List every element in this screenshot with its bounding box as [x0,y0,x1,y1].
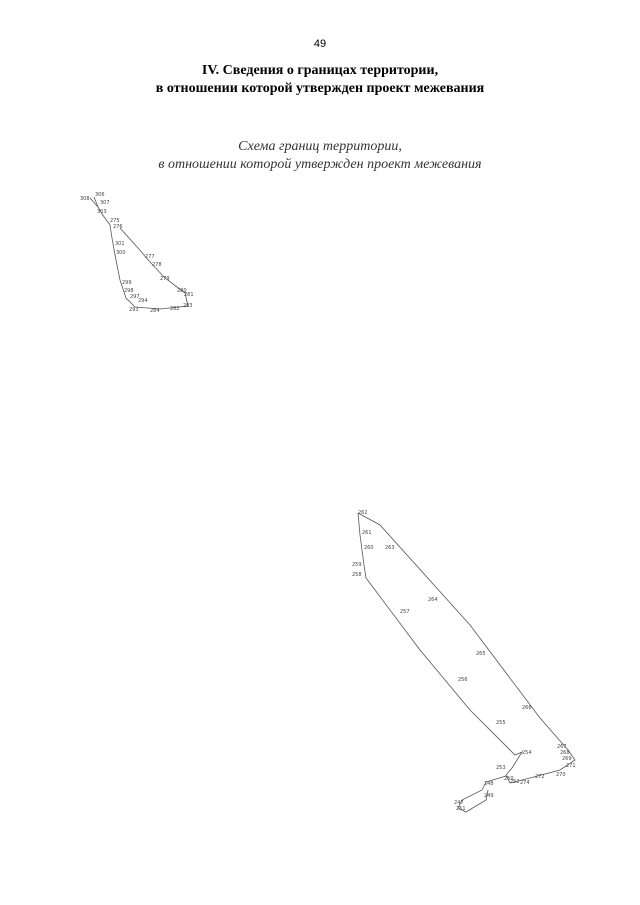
boundary-outline-lower [358,513,575,783]
point-label: 251 [456,806,466,812]
point-label: 270 [556,772,566,778]
point-label: 293 [129,307,139,313]
point-label: 281 [184,292,194,298]
point-label: 248 [484,781,494,787]
point-label: 265 [476,651,486,657]
point-label: 260 [364,545,374,551]
point-label: 278 [152,262,162,268]
point-label: 256 [458,677,468,683]
point-label: 268 [560,750,570,756]
point-label: 303 [97,209,107,215]
point-label: 277 [145,254,155,260]
point-label: 264 [428,597,438,603]
point-label: 269 [562,756,572,762]
point-label: 253 [496,765,506,771]
point-label: 261 [362,530,372,536]
point-label: 274 [520,780,530,786]
point-label: 275 [110,218,120,224]
scheme-title-line-2: в отношении которой утвержден проект межевания [158,157,482,172]
point-label: 255 [496,720,506,726]
point-label: 306 [95,192,105,198]
point-label: 308 [80,196,90,202]
point-label: 266 [522,705,532,711]
point-label: 250 [504,776,514,782]
point-label: 267 [557,744,567,750]
point-label: 258 [352,572,362,578]
point-label: 294 [138,298,148,304]
point-label: 257 [400,609,410,615]
point-label: 262 [358,510,368,516]
point-label: 279 [160,276,170,282]
point-label: 252 [510,779,520,785]
point-label: 282 [170,306,180,312]
point-label: 280 [177,288,187,294]
point-label: 259 [352,562,362,568]
section-title-line-2: в отношении которой утвержден проект межевания [155,81,485,96]
point-label: 299 [122,280,132,286]
point-label: 272 [535,774,545,780]
point-label: 300 [116,250,126,256]
point-label: 276 [113,224,123,230]
point-label: 263 [385,545,395,551]
point-label: 297 [130,294,140,300]
point-label: 307 [100,200,110,206]
point-label: 283 [183,303,193,309]
point-label: 284 [150,308,160,314]
section-title-line-1: IV. Сведения о границах территории, [201,63,439,78]
point-label: 247 [454,800,464,806]
point-label: 301 [115,241,125,247]
scheme-title-line-1: Схема границ территории, [238,139,402,154]
point-label: 271 [566,763,576,769]
point-label: 298 [124,288,134,294]
point-label: 249 [484,793,494,799]
page-number: 49 [313,38,327,50]
point-label: 254 [522,750,532,756]
